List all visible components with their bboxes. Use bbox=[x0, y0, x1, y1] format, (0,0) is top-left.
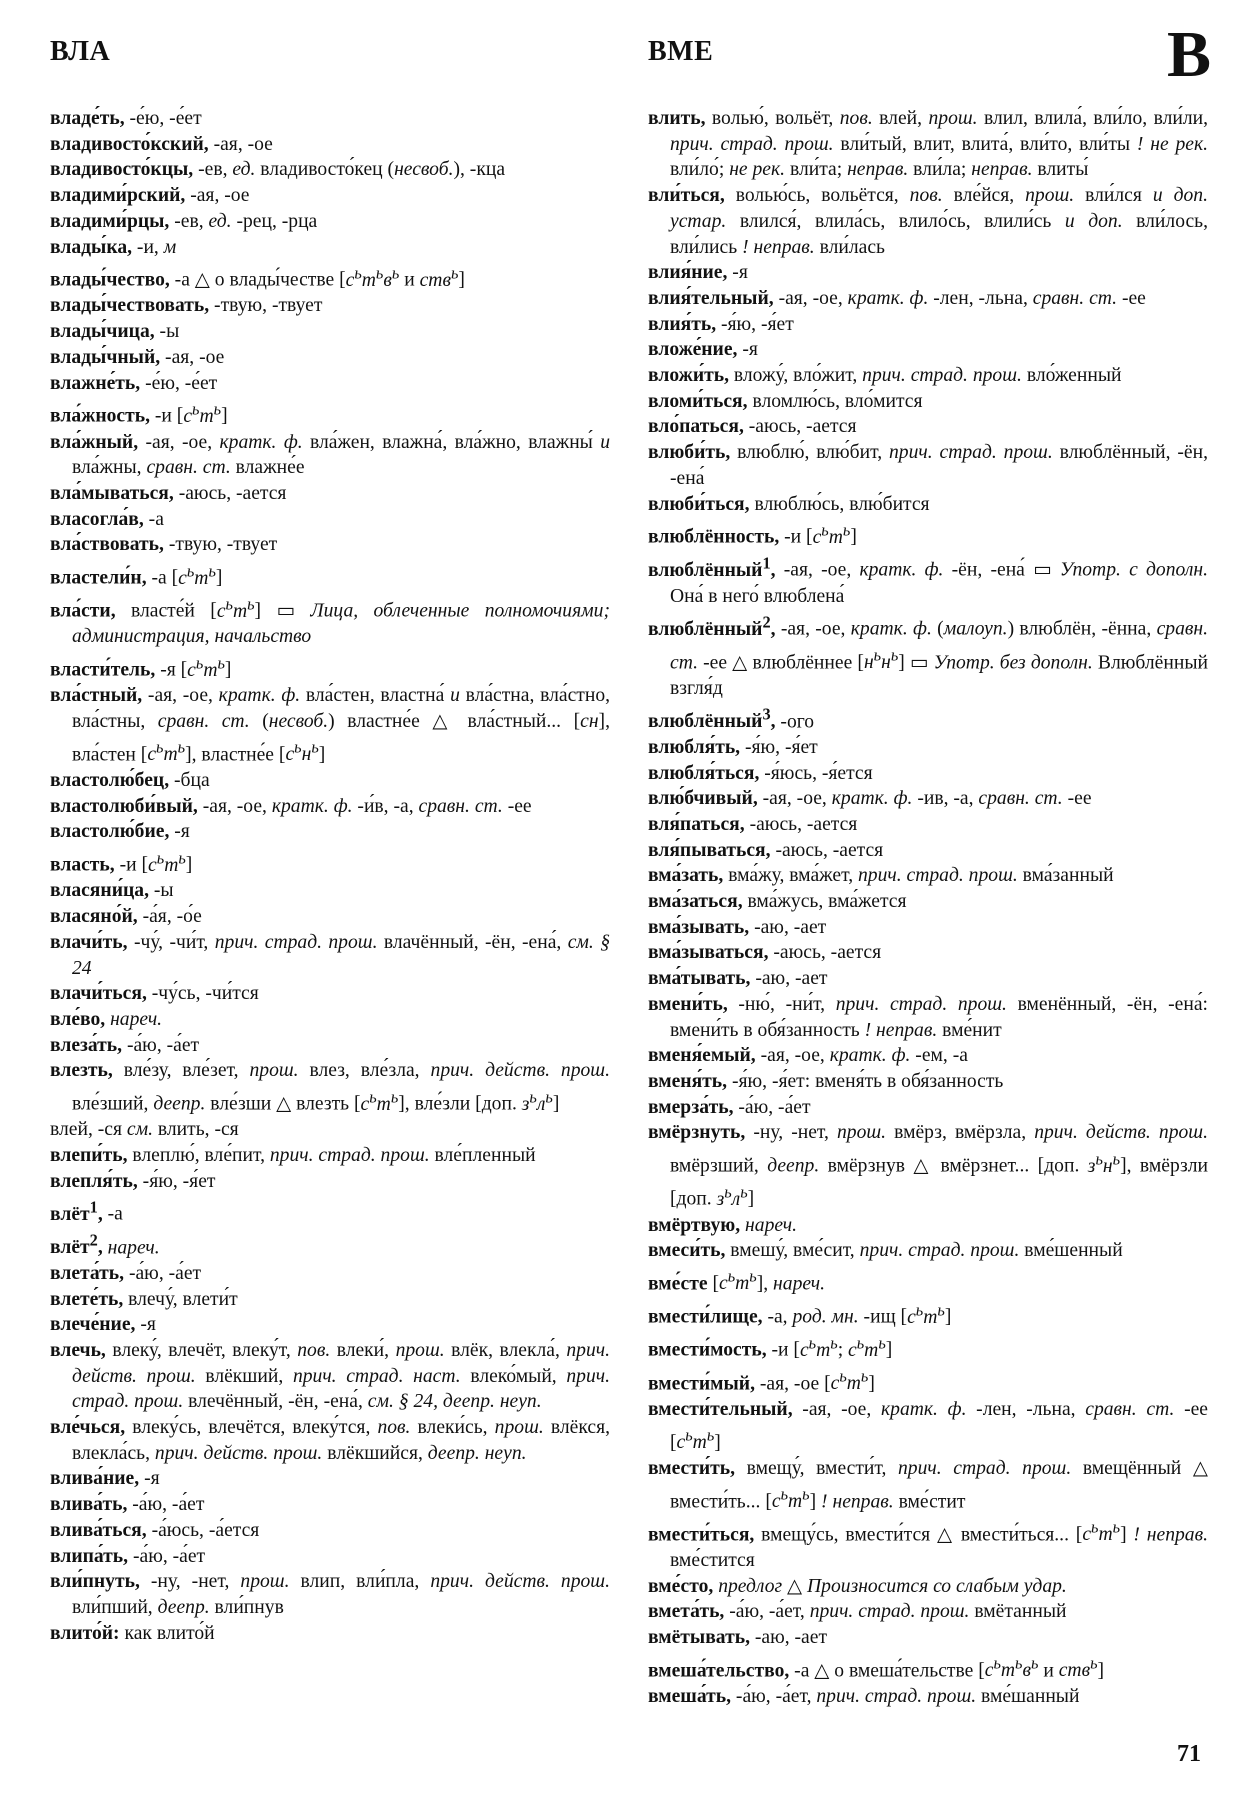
dictionary-entry: влепи́ть, влеплю́, вле́пит, прич. страд. прош. вле́пленный bbox=[50, 1144, 536, 1166]
dictionary-entry: вли́пнуть, -ну, -нет, прош. влип, вли́пла, прич. действ. прош. вли́пший, деепр. вли́пнув bbox=[50, 1571, 610, 1618]
dictionary-entry: вма́зываться, -аюсь, -ается bbox=[648, 942, 882, 964]
dictionary-entry: влачи́ться, -чу́сь, -чи́тся bbox=[50, 983, 259, 1005]
dictionary-entry: власяно́й, -а́я, -о́е bbox=[50, 906, 202, 928]
dictionary-entry: вле́чься, влеку́сь, влечётся, влеку́тся, пов. влеки́сь, прош. влёкся, влекла́сь, прич. действ. прош. влёкшийся, деепр. неуп. bbox=[50, 1417, 610, 1464]
dictionary-entry: влито́й: как влито́й bbox=[50, 1622, 215, 1644]
dictionary-entry: вли́ться, волью́сь, вольётся, пов. вле́йся, прош. вли́лся и доп. устар. влился́, влила́сь, влило́сь, влили́сь и доп. вли́лось, вли́лись ! неправ. вли́лась bbox=[648, 185, 1209, 258]
dictionary-entry: вла́жный, -ая, -ое, кратк. ф. вла́жен, влажна́, вла́жно, влажны́ и вла́жны, сравн. ст. влажне́е bbox=[50, 431, 611, 479]
dictionary-entry: власти́тель, -я $[с^ьт^ь]$ bbox=[50, 653, 232, 681]
dictionary-entry: вла́стный, -ая, -ое, кратк. ф. вла́стен, властна́ и вла́стна, вла́стно, вла́стны, сравн. ст. (несвоб.) властне́е △ вла́стный... [сн], вла́стен $[с^ьт^ь]$, властне́е $[с^ьн^ь]$ bbox=[50, 685, 611, 766]
dictionary-entry: вма́тывать, -аю, -ает bbox=[648, 968, 828, 990]
dictionary-entry: влива́ть, -а́ю, -а́ет bbox=[50, 1494, 205, 1516]
dictionary-entry: вле́во, нареч. bbox=[50, 1008, 163, 1030]
page-number: 71 bbox=[1177, 1741, 1201, 1767]
dictionary-entry: влачи́ть, -чу́, -чи́т, прич. страд. прош. влачённый, -ён, -ена́, см. § 24 bbox=[50, 931, 611, 979]
dictionary-entry: вломи́ться, вломлю́сь, вло́мится bbox=[648, 390, 923, 412]
dictionary-entry: власть, -и $[с^ьт^ь]$ bbox=[50, 848, 193, 876]
dictionary-entry: влюби́ть, влюблю́, влю́бит, прич. страд. прош. влюблённый, -ён, -ена́ bbox=[648, 442, 1208, 489]
dictionary-entry: вмёрзнуть, -ну, -нет, прош. вмёрз, вмёрзла, прич. действ. прош. вмёрзший, деепр. вмёрзнув △ вмёрзнет... [доп. $з^ьн^ь$], вмёрзли [доп. $з^ьл^ь$] bbox=[648, 1122, 1208, 1210]
dictionary-entry: вложе́ние, -я bbox=[648, 339, 758, 361]
dictionary-entry: вмести́ться, вмещу́сь, вмести́тся △ вмести́ться... $[с^ьт^ь]$ ! неправ. вме́стится bbox=[648, 1517, 1208, 1571]
dictionary-entry: влива́ние, -я bbox=[50, 1468, 160, 1490]
dictionary-entry: влюблённый$^1$, -ая, -ое, кратк. ф. -ён, -ена́ ▭ Употр. с дополн. Она́ в него́ влюблена́ bbox=[648, 553, 1208, 607]
dictionary-entry: влюбля́ть, -я́ю, -я́ет bbox=[648, 736, 818, 758]
dictionary-entry: влече́ние, -я bbox=[50, 1314, 156, 1336]
dictionary-entry: вмести́ть, вмещу́, вмести́т, прич. страд. прош. вмещённый △ вмести́ть... $[с^ьт^ь]$ ! неправ. вме́стит bbox=[648, 1457, 1208, 1513]
dictionary-entry: вмётывать, -аю, -ает bbox=[648, 1627, 828, 1649]
dictionary-entry: влезть, вле́зу, вле́зет, прош. влез, вле́зла, прич. действ. прош. вле́зший, деепр. вле́зши △ влезть $[с^ьт^ь]$, вле́зли [доп. $з^ьл^ь$] bbox=[50, 1060, 610, 1115]
dictionary-entry: влить, волью́, вольёт, пов. влей, прош. влил, влила́, вли́ло, вли́ли, прич. страд. прош. вли́тый, влит, влита́, вли́то, вли́ты ! не рек. вли́ло́; не рек. вли́та; неправ. вли́ла; неправ. влиты́ bbox=[648, 108, 1209, 181]
dictionary-entry: влепля́ть, -я́ю, -я́ет bbox=[50, 1170, 216, 1192]
dictionary-entry: владими́рцы, -ев, ед. -рец, -рца bbox=[50, 210, 318, 232]
dictionary-entry: влета́ть, -а́ю, -а́ет bbox=[50, 1262, 202, 1284]
dictionary-entry: вма́зывать, -аю, -ает bbox=[648, 916, 827, 938]
dictionary-entry: влюблённый$^3$, -ого bbox=[648, 704, 815, 733]
dictionary-entry: влей, -ся см. влить, -ся bbox=[50, 1119, 239, 1141]
dictionary-entry: вмеси́ть, вмешу́, вме́сит, прич. страд. прош. вме́шенный bbox=[648, 1240, 1123, 1262]
dictionary-entry: влады́чица, -ы bbox=[50, 321, 180, 343]
dictionary-entry: вмеша́ть, -а́ю, -а́ет, прич. страд. прош. вме́шанный bbox=[648, 1686, 1080, 1708]
dictionary-entry: владивосто́кский, -ая, -ое bbox=[50, 133, 273, 155]
dictionary-entry: вме́сте $[с^ьт^ь]$, нареч. bbox=[648, 1266, 826, 1295]
dictionary-entry: вла́ствовать, -твую, -твует bbox=[50, 534, 278, 556]
dictionary-entry: вла́сти, власте́й $[с^ьт^ь]$ ▭ Лица, облеченные полномочиями; администрация, начальство bbox=[50, 594, 611, 648]
dictionary-entry: влады́ка, -и, м bbox=[50, 236, 177, 258]
dictionary-entry: влипа́ть, -а́ю, -а́ет bbox=[50, 1545, 206, 1567]
dictionary-entry: вма́заться, вма́жусь, вма́жется bbox=[648, 891, 907, 913]
dictionary-entry: влады́чество, -а △ о влады́честве [$с^ьт^ьв^ь$ и ств$^ь$] bbox=[50, 263, 465, 291]
right-column bbox=[648, 106, 1208, 1710]
dictionary-entry: вла́мываться, -аюсь, -ается bbox=[50, 482, 287, 504]
dictionary-entry: влады́чный, -ая, -ое bbox=[50, 346, 225, 368]
section-letter: В bbox=[1166, 18, 1211, 91]
dictionary-entry: влеза́ть, -а́ю, -а́ет bbox=[50, 1034, 200, 1056]
dictionary-entry: владивосто́кцы, -ев, ед. владивосто́кец (несвоб.), -кца bbox=[50, 159, 506, 181]
dictionary-entry: вмёртвую, нареч. bbox=[648, 1214, 798, 1236]
dictionary-entry: влия́ть, -я́ю, -я́ет bbox=[648, 313, 794, 335]
dictionary-entry: властолю́бец, -бца bbox=[50, 770, 210, 792]
dictionary-entry: вля́паться, -аюсь, -ается bbox=[648, 813, 858, 835]
dictionary-entry: властолю́бие, -я bbox=[50, 821, 190, 843]
dictionary-entry: влюбля́ться, -я́юсь, -я́ется bbox=[648, 762, 873, 784]
dictionary-entry: вмести́лище, -а, род. мн. -ищ $[с^ьт^ь]$ bbox=[648, 1300, 952, 1328]
dictionary-entry: владе́ть, -е́ю, -е́ет bbox=[50, 108, 202, 129]
dictionary-entry: вмести́тельный, -ая, -ое, кратк. ф. -лен, -льна, сравн. ст. -ее $[с^ьт^ь]$ bbox=[648, 1398, 1208, 1454]
dictionary-entry: влете́ть, влечу́, влети́т bbox=[50, 1288, 238, 1310]
dictionary-entry: вменя́емый, -ая, -ое, кратк. ф. -ем, -а bbox=[648, 1045, 968, 1067]
dictionary-entry: влечь, влеку́, влечёт, влеку́т, пов. влеки́, прош. влёк, влекла́, прич. действ. прош. влёкший, прич. страд. наст. влеко́мый, прич. страд. прош. влечённый, -ён, -ена́, см. § 24, деепр. неуп. bbox=[50, 1339, 611, 1413]
dictionary-entry: вмени́ть, -ню́, -ни́т, прич. страд. прош. вменённый, -ён, -ена́: вмени́ть в обя́занность ! неправ. вме́нит bbox=[648, 993, 1208, 1041]
dictionary-entry: властолюби́вый, -ая, -ое, кратк. ф. -и́в, -а, сравн. ст. -ее bbox=[50, 795, 532, 817]
dictionary-entry: вме́сто, предлог △ Произносится со слабым удар. bbox=[648, 1575, 1067, 1597]
dictionary-entry: вмета́ть, -а́ю, -а́ет, прич. страд. прош. вмётанный bbox=[648, 1601, 1067, 1623]
dictionary-entry: власогла́в, -а bbox=[50, 508, 164, 530]
dictionary-entry: владими́рский, -ая, -ое bbox=[50, 185, 250, 207]
dictionary-entry: влия́ние, -я bbox=[648, 262, 748, 284]
dictionary-entry: вла́жность, -и $[с^ьт^ь]$ bbox=[50, 399, 228, 427]
dictionary-entry: влажне́ть, -е́ю, -е́ет bbox=[50, 372, 218, 394]
dictionary-entry: влёт$^2$, нареч. bbox=[50, 1230, 160, 1259]
dictionary-entry: вло́паться, -аюсь, -ается bbox=[648, 416, 857, 438]
dictionary-entry: влюблённость, -и $[с^ьт^ь]$ bbox=[648, 520, 857, 548]
dictionary-entry: вложи́ть, вложу́, вло́жит, прич. страд. прош. вло́женный bbox=[648, 365, 1122, 387]
dictionary-entry: вмести́мость, -и [$с^ьт^ь$; $с^ьт^ь$] bbox=[648, 1333, 893, 1361]
dictionary-entry: влюблённый$^2$, -ая, -ое, кратк. ф. (малоуп.) влюблён, -ённа, сравн. ст. -ее △ влюблённее $[н^ьн^ь]$ ▭ Употр. без дополн. Влюблённый взгля́д bbox=[648, 612, 1208, 699]
dictionary-entry: власяни́ца, -ы bbox=[50, 880, 174, 902]
dictionary-entry: влю́бчивый, -ая, -ое, кратк. ф. -ив, -а, сравн. ст. -ее bbox=[648, 788, 1092, 810]
dictionary-entry: вмерза́ть, -а́ю, -а́ет bbox=[648, 1096, 811, 1118]
dictionary-entry: влёт$^1$, -а bbox=[50, 1197, 123, 1225]
dictionary-entry: влива́ться, -а́юсь, -а́ется bbox=[50, 1519, 260, 1541]
running-head-right: ВМЕ bbox=[648, 36, 714, 67]
dictionary-entry: влюби́ться, влюблю́сь, влю́бится bbox=[648, 493, 930, 515]
dictionary-entry: вля́пываться, -аюсь, -ается bbox=[648, 839, 884, 861]
running-head-left: ВЛА bbox=[50, 36, 111, 67]
dictionary-entry: влады́чествовать, -твую, -твует bbox=[50, 295, 323, 317]
dictionary-entry: властели́н, -а $[с^ьт^ь]$ bbox=[50, 561, 223, 589]
dictionary-entry: вмеша́тельство, -а △ о вмеша́тельстве [$с^ьт^ьв^ь$ и ств$^ь$] bbox=[648, 1653, 1105, 1682]
left-column bbox=[50, 106, 610, 1646]
dictionary-entry: вменя́ть, -я́ю, -я́ет: вменя́ть в обя́занность bbox=[648, 1070, 1004, 1092]
dictionary-entry: влия́тельный, -ая, -ое, кратк. ф. -лен, -льна, сравн. ст. -ее bbox=[648, 287, 1146, 309]
dictionary-entry: вмести́мый, -ая, -ое $[с^ьт^ь]$ bbox=[648, 1366, 875, 1395]
dictionary-entry: вма́зать, вма́жу, вма́жет, прич. страд. прош. вма́занный bbox=[648, 865, 1114, 887]
